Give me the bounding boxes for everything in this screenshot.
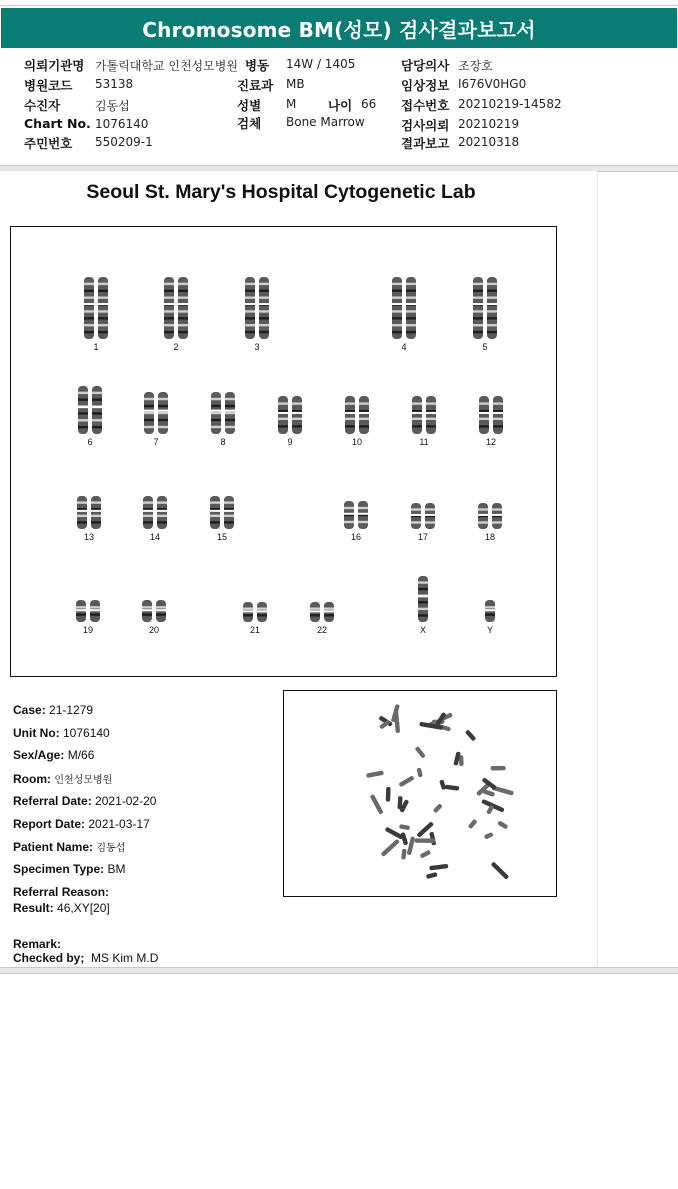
info-label-institution: 의뢰기관명 <box>24 58 85 73</box>
info-value-clinical-info: I676V0HG0 <box>458 77 527 91</box>
lab-title: Seoul St. Mary's Hospital Cytogenetic Lab <box>86 181 476 203</box>
chromosome-label: 14 <box>149 532 160 542</box>
detail-referral-date: Referral Date: 2021-02-20 <box>13 794 157 808</box>
chromosome-label: 3 <box>254 342 260 352</box>
detail-remark: Remark: <box>13 937 62 951</box>
chromosome-label: 12 <box>485 437 496 447</box>
chromosome-label: X <box>419 625 426 635</box>
info-label-chart-no: Chart No. <box>24 116 91 131</box>
chromosome-label: 5 <box>482 342 488 352</box>
chromosome-label: 6 <box>87 437 93 447</box>
info-label-hospital-code: 병원코드 <box>24 78 73 93</box>
info-label-department: 진료과 <box>237 78 274 93</box>
chromosome-label: 15 <box>216 532 227 542</box>
info-value-resident-no: 550209-1 <box>95 135 153 149</box>
detail-referral-reason: Referral Reason: <box>13 885 110 899</box>
chromosome-label: 4 <box>401 342 407 352</box>
chromosome-label: 1 <box>93 342 99 352</box>
chromosome-label: 9 <box>287 437 293 447</box>
info-value-specimen: Bone Marrow <box>286 115 365 129</box>
detail-specimen-type: Specimen Type: BM <box>13 862 126 876</box>
info-value-receipt-no: 20210219-14582 <box>458 97 562 111</box>
info-label-receipt-no: 접수번호 <box>401 98 450 113</box>
detail-report-date: Report Date: 2021-03-17 <box>13 817 150 831</box>
chromosome-label: 10 <box>351 437 362 447</box>
chromosome-label: 17 <box>417 532 428 542</box>
info-label-ward: 병동 <box>245 58 270 73</box>
chromosome-label: 8 <box>220 437 226 447</box>
patient-info-panel <box>0 50 678 164</box>
metaphase-spread-panel <box>283 690 557 897</box>
bottom-divider <box>0 967 678 974</box>
info-value-institution: 가톨릭대학교 인천성모병원 <box>95 59 238 73</box>
chromosome-label: 13 <box>83 532 94 542</box>
report-image-area <box>0 171 598 967</box>
chromosome-label: 16 <box>350 532 361 542</box>
detail-patient-name: Patient Name: 김동섭 <box>13 840 126 854</box>
info-label-specimen: 검체 <box>237 116 262 131</box>
detail-case: Case: 21-1279 <box>13 703 94 717</box>
chromosome-label: 18 <box>484 532 495 542</box>
info-label-sex: 성별 <box>237 98 262 113</box>
report-title: Chromosome BM(성모) 검사결과보고서 <box>142 17 536 42</box>
info-value-doctor: 조장호 <box>458 59 493 73</box>
info-value-request-date: 20210219 <box>458 117 520 131</box>
detail-checked-by: Checked by; MS Kim M.D <box>13 951 159 965</box>
info-label-resident-no: 주민번호 <box>24 136 73 151</box>
info-label-age: 나이 <box>328 98 353 113</box>
chromosome-label: 7 <box>153 437 159 447</box>
info-label-report-date: 결과보고 <box>401 136 450 151</box>
window-top-border <box>0 0 678 6</box>
info-label-request-date: 검사의뢰 <box>401 118 450 133</box>
info-value-hospital-code: 53138 <box>95 77 134 91</box>
metaphase-spread-image <box>284 691 556 896</box>
chromosome-label: 20 <box>148 625 159 635</box>
info-value-age: 66 <box>361 97 377 111</box>
info-label-clinical-info: 임상정보 <box>401 78 450 93</box>
chromosome-label: 2 <box>173 342 179 352</box>
chromosome-label: 19 <box>82 625 93 635</box>
detail-result: Result: 46,XY[20] <box>13 901 110 915</box>
chromosome-label: 11 <box>419 437 429 447</box>
info-value-department: MB <box>286 77 305 91</box>
info-label-doctor: 담당의사 <box>401 58 450 73</box>
chromosome-label: 22 <box>316 625 327 635</box>
info-value-report-date: 20210318 <box>458 135 520 149</box>
chromosome-label: 21 <box>249 625 260 635</box>
info-value-ward: 14W / 1405 <box>286 57 356 71</box>
chromosome-label: Y <box>486 625 493 635</box>
info-value-sex: M <box>286 97 297 111</box>
detail-room: Room: 인천성모병원 <box>13 772 113 786</box>
detail-sex-age: Sex/Age: M/66 <box>13 748 95 762</box>
info-value-patient: 김동섭 <box>95 99 130 113</box>
info-value-chart-no: 1076140 <box>95 117 149 131</box>
karyogram-panel <box>10 226 557 677</box>
detail-unit-no: Unit No: 1076140 <box>13 726 110 740</box>
report-title-bar <box>1 8 677 48</box>
info-label-patient: 수진자 <box>24 98 61 113</box>
